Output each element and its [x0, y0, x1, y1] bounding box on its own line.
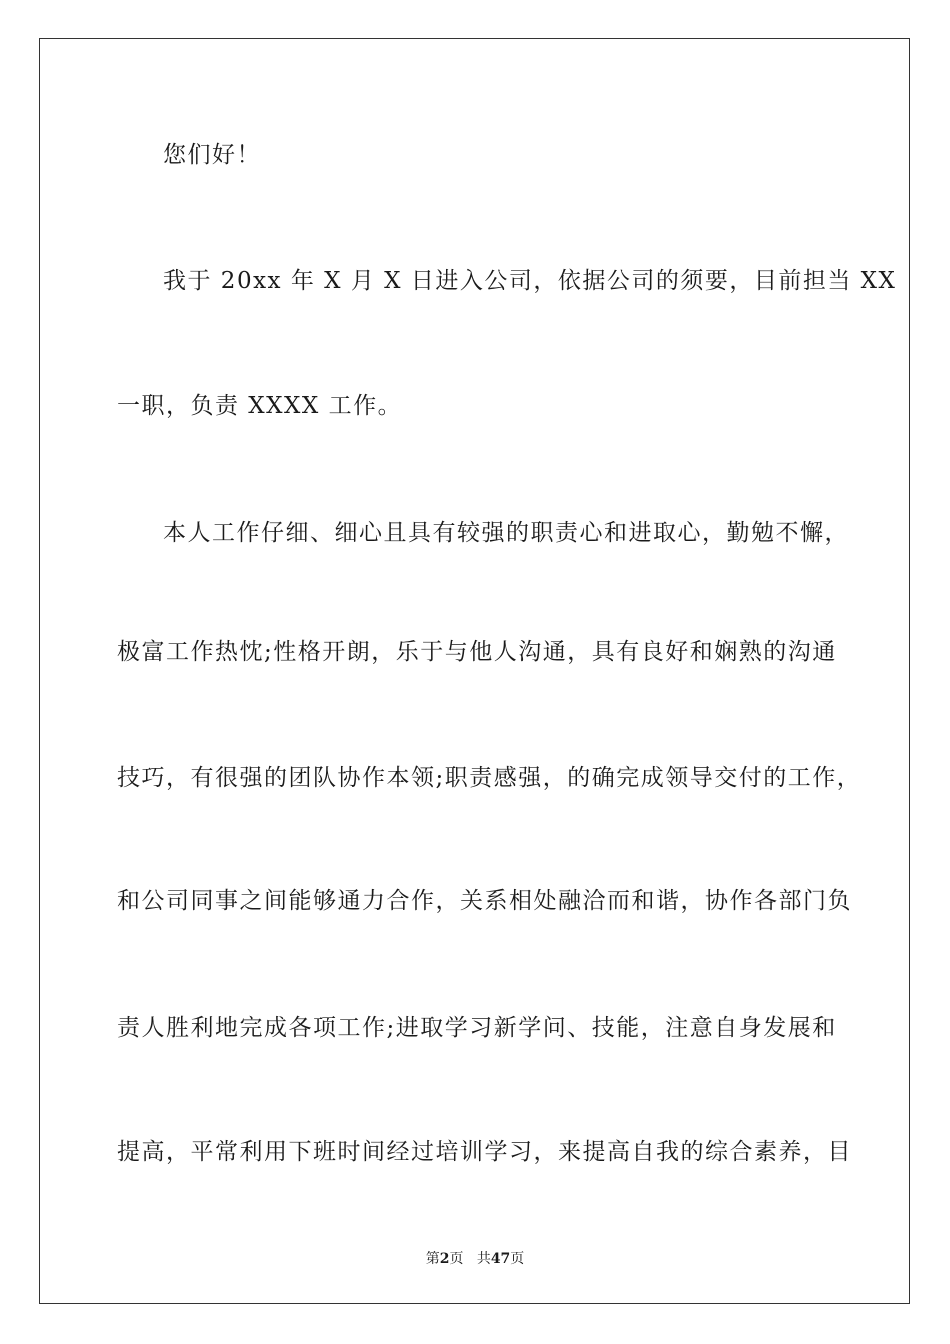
- footer-total-suffix: 页: [510, 1251, 525, 1267]
- footer-total-pages: 47: [490, 1251, 511, 1267]
- footer-total-prefix: 共: [476, 1251, 491, 1267]
- page-frame: [39, 38, 910, 1304]
- body-line-3: 本人工作仔细、细心且具有较强的职责心和进取心，勤勉不懈，: [163, 520, 849, 546]
- page-footer: [0, 1248, 950, 1268]
- body-line-6: 和公司同事之间能够通力合作，关系相处融洽而和谐，协作各部门负: [117, 888, 852, 914]
- body-line-7: 责人胜利地完成各项工作;进取学习新学问、技能，注意自身发展和: [117, 1015, 837, 1041]
- greeting-line: 您们好！: [163, 142, 261, 168]
- footer-prefix: 第: [425, 1251, 440, 1267]
- body-line-5: 技巧，有很强的团队协作本领;职责感强，的确完成领导交付的工作，: [117, 765, 862, 791]
- body-line-4: 极富工作热忱;性格开朗，乐于与他人沟通，具有良好和娴熟的沟通: [117, 639, 837, 665]
- body-line-1: 我于 20xx 年 X 月 X 日进入公司，依据公司的须要，目前担当 XX: [163, 268, 897, 294]
- body-line-8: 提高，平常利用下班时间经过培训学习，来提高自我的综合素养，目: [117, 1139, 852, 1165]
- footer-page-suffix: 页: [449, 1251, 464, 1267]
- footer-current-page: 2: [439, 1251, 450, 1267]
- body-line-2: 一职，负责 XXXX 工作。: [117, 393, 403, 419]
